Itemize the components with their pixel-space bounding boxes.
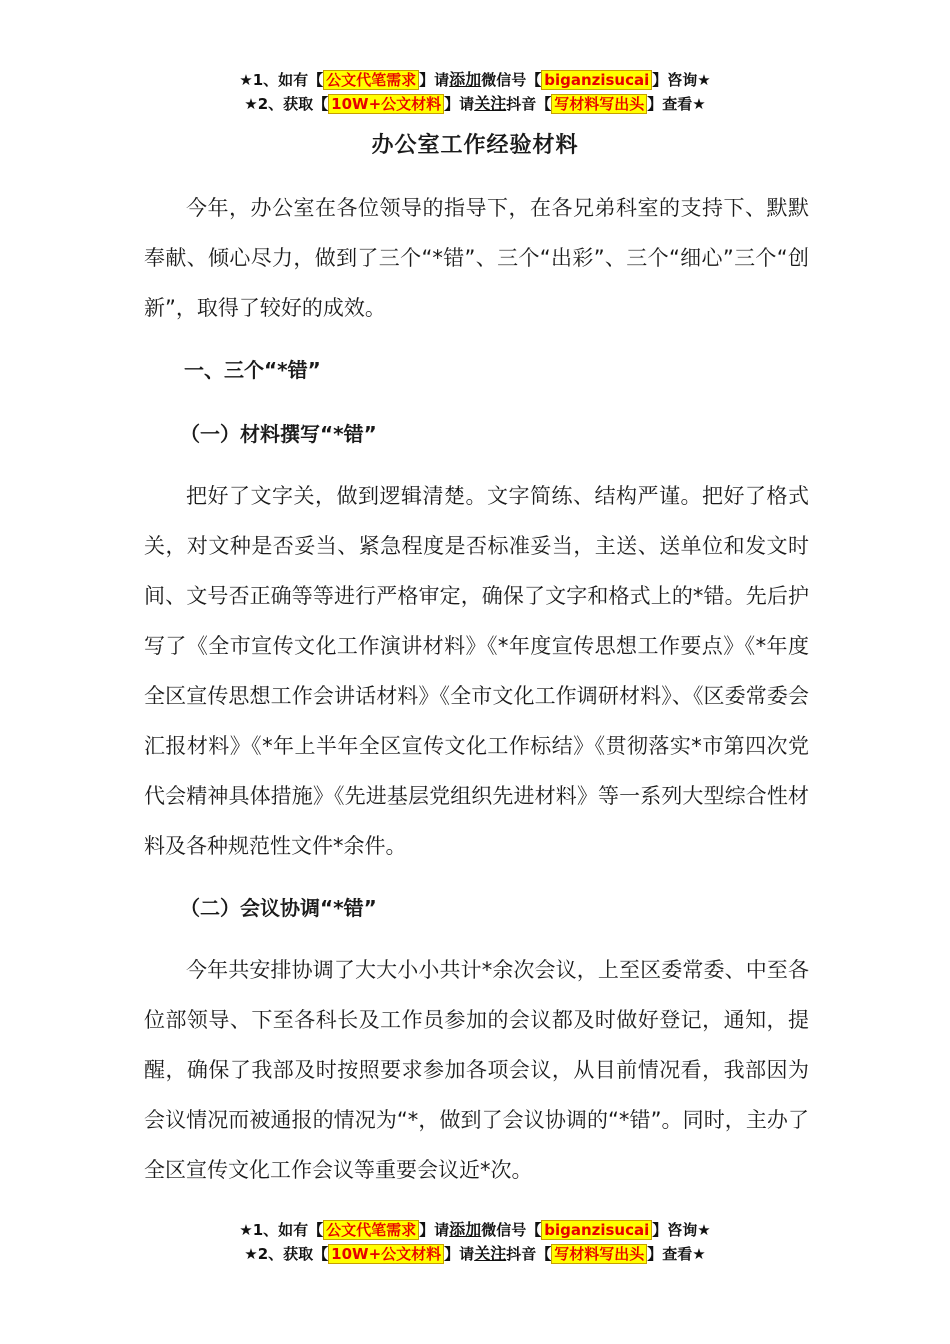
highlight-service: 公文代笔需求	[323, 1220, 419, 1240]
highlight-douyin: 写材料写出头	[551, 1244, 647, 1264]
body-paragraph-1: 把好了文字关，做到逻辑清楚。文字简练、结构严谨。把好了格式关，对文种是否妥当、紧急程度是否标准妥当，主送、送单位和发文时间、文号否正确等等进行严格审定，确保了文字和格式上的*错。先后护写了《全市宣传文化工作演讲材料》《*年度宣传思想工作要点》《*年度全区宣传思想工作会讲话材料》《全市文化工作调研材料》、《区委常委会汇报材料》《*年上半年全区宣传文化工作标结》《贯彻落实*市第四次党代会精神具体措施》《先进基层党组织先进材料》等一系列大型综合性材料及各种规范性文件*余件。	[144, 484, 809, 858]
star-icon: ★	[239, 1221, 253, 1239]
highlight-service: 公文代笔需求	[323, 70, 419, 90]
banner-text: 】查看	[647, 1245, 693, 1263]
banner-text: 抖音【	[506, 95, 552, 113]
document-title: 办公室工作经验材料	[371, 133, 579, 158]
banner-text: 】请	[419, 1221, 450, 1239]
star-icon: ★	[244, 1245, 258, 1263]
banner-emphasis: 添加	[449, 1220, 482, 1239]
intro-paragraph: 今年，办公室在各位领导的指导下，在各兄弟科室的支持下、默默奉献、倾心尽力，做到了三个“*错”、三个“出彩”、三个“细心”三个“创新”，取得了较好的成效。	[144, 196, 809, 320]
star-icon: ★	[692, 1245, 706, 1263]
top-banner	[0, 68, 950, 116]
star-icon: ★	[692, 95, 706, 113]
banner-emphasis: 关注	[474, 94, 507, 113]
banner-text: 微信号【	[481, 71, 542, 89]
star-icon: ★	[244, 95, 258, 113]
star-icon: ★	[239, 71, 253, 89]
highlight-douyin: 写材料写出头	[551, 94, 647, 114]
highlight-materials: 10W+公文材料	[328, 1244, 444, 1264]
banner-text: 微信号【	[481, 1221, 542, 1239]
banner-text: 】咨询	[652, 71, 698, 89]
banner-text: 抖音【	[506, 1245, 552, 1263]
banner-text: 】咨询	[652, 1221, 698, 1239]
banner-text: 2、获取【	[257, 1245, 329, 1263]
section-heading-1: 一、三个“*错”	[184, 358, 321, 382]
banner-text: 1、如有【	[252, 1221, 324, 1239]
highlight-wechat-id: biganzisucai	[541, 1220, 652, 1240]
banner-text: 】请	[444, 1245, 475, 1263]
banner-emphasis: 关注	[474, 1244, 507, 1263]
subsection-heading-1: （一）材料撰写“*错”	[180, 422, 377, 446]
banner-emphasis: 添加	[449, 70, 482, 89]
highlight-wechat-id: biganzisucai	[541, 70, 652, 90]
banner-text: 2、获取【	[257, 95, 329, 113]
banner-line-2	[0, 1242, 950, 1266]
bottom-banner	[0, 1218, 950, 1266]
star-icon: ★	[697, 1221, 711, 1239]
banner-line-1	[0, 68, 950, 92]
banner-text: 1、如有【	[252, 71, 324, 89]
star-icon: ★	[697, 71, 711, 89]
body-paragraph-2: 今年共安排协调了大大小小共计*余次会议，上至区委常委、中至各位部领导、下至各科长及工作员参加的会议都及时做好登记，通知，提醒，确保了我部及时按照要求参加各项会议，从目前情况看，我部因为会议情况而被通报的情况为“*，做到了会议协调的“*错”。同时，主办了全区宣传文化工作会议等重要会议近*次。	[144, 958, 809, 1182]
banner-line-2	[0, 92, 950, 116]
banner-text: 】请	[419, 71, 450, 89]
banner-text: 】请	[444, 95, 475, 113]
banner-text: 】查看	[647, 95, 693, 113]
subsection-heading-2: （二）会议协调“*错”	[180, 896, 377, 920]
document-body	[144, 183, 809, 1195]
banner-line-1	[0, 1218, 950, 1242]
highlight-materials: 10W+公文材料	[328, 94, 444, 114]
